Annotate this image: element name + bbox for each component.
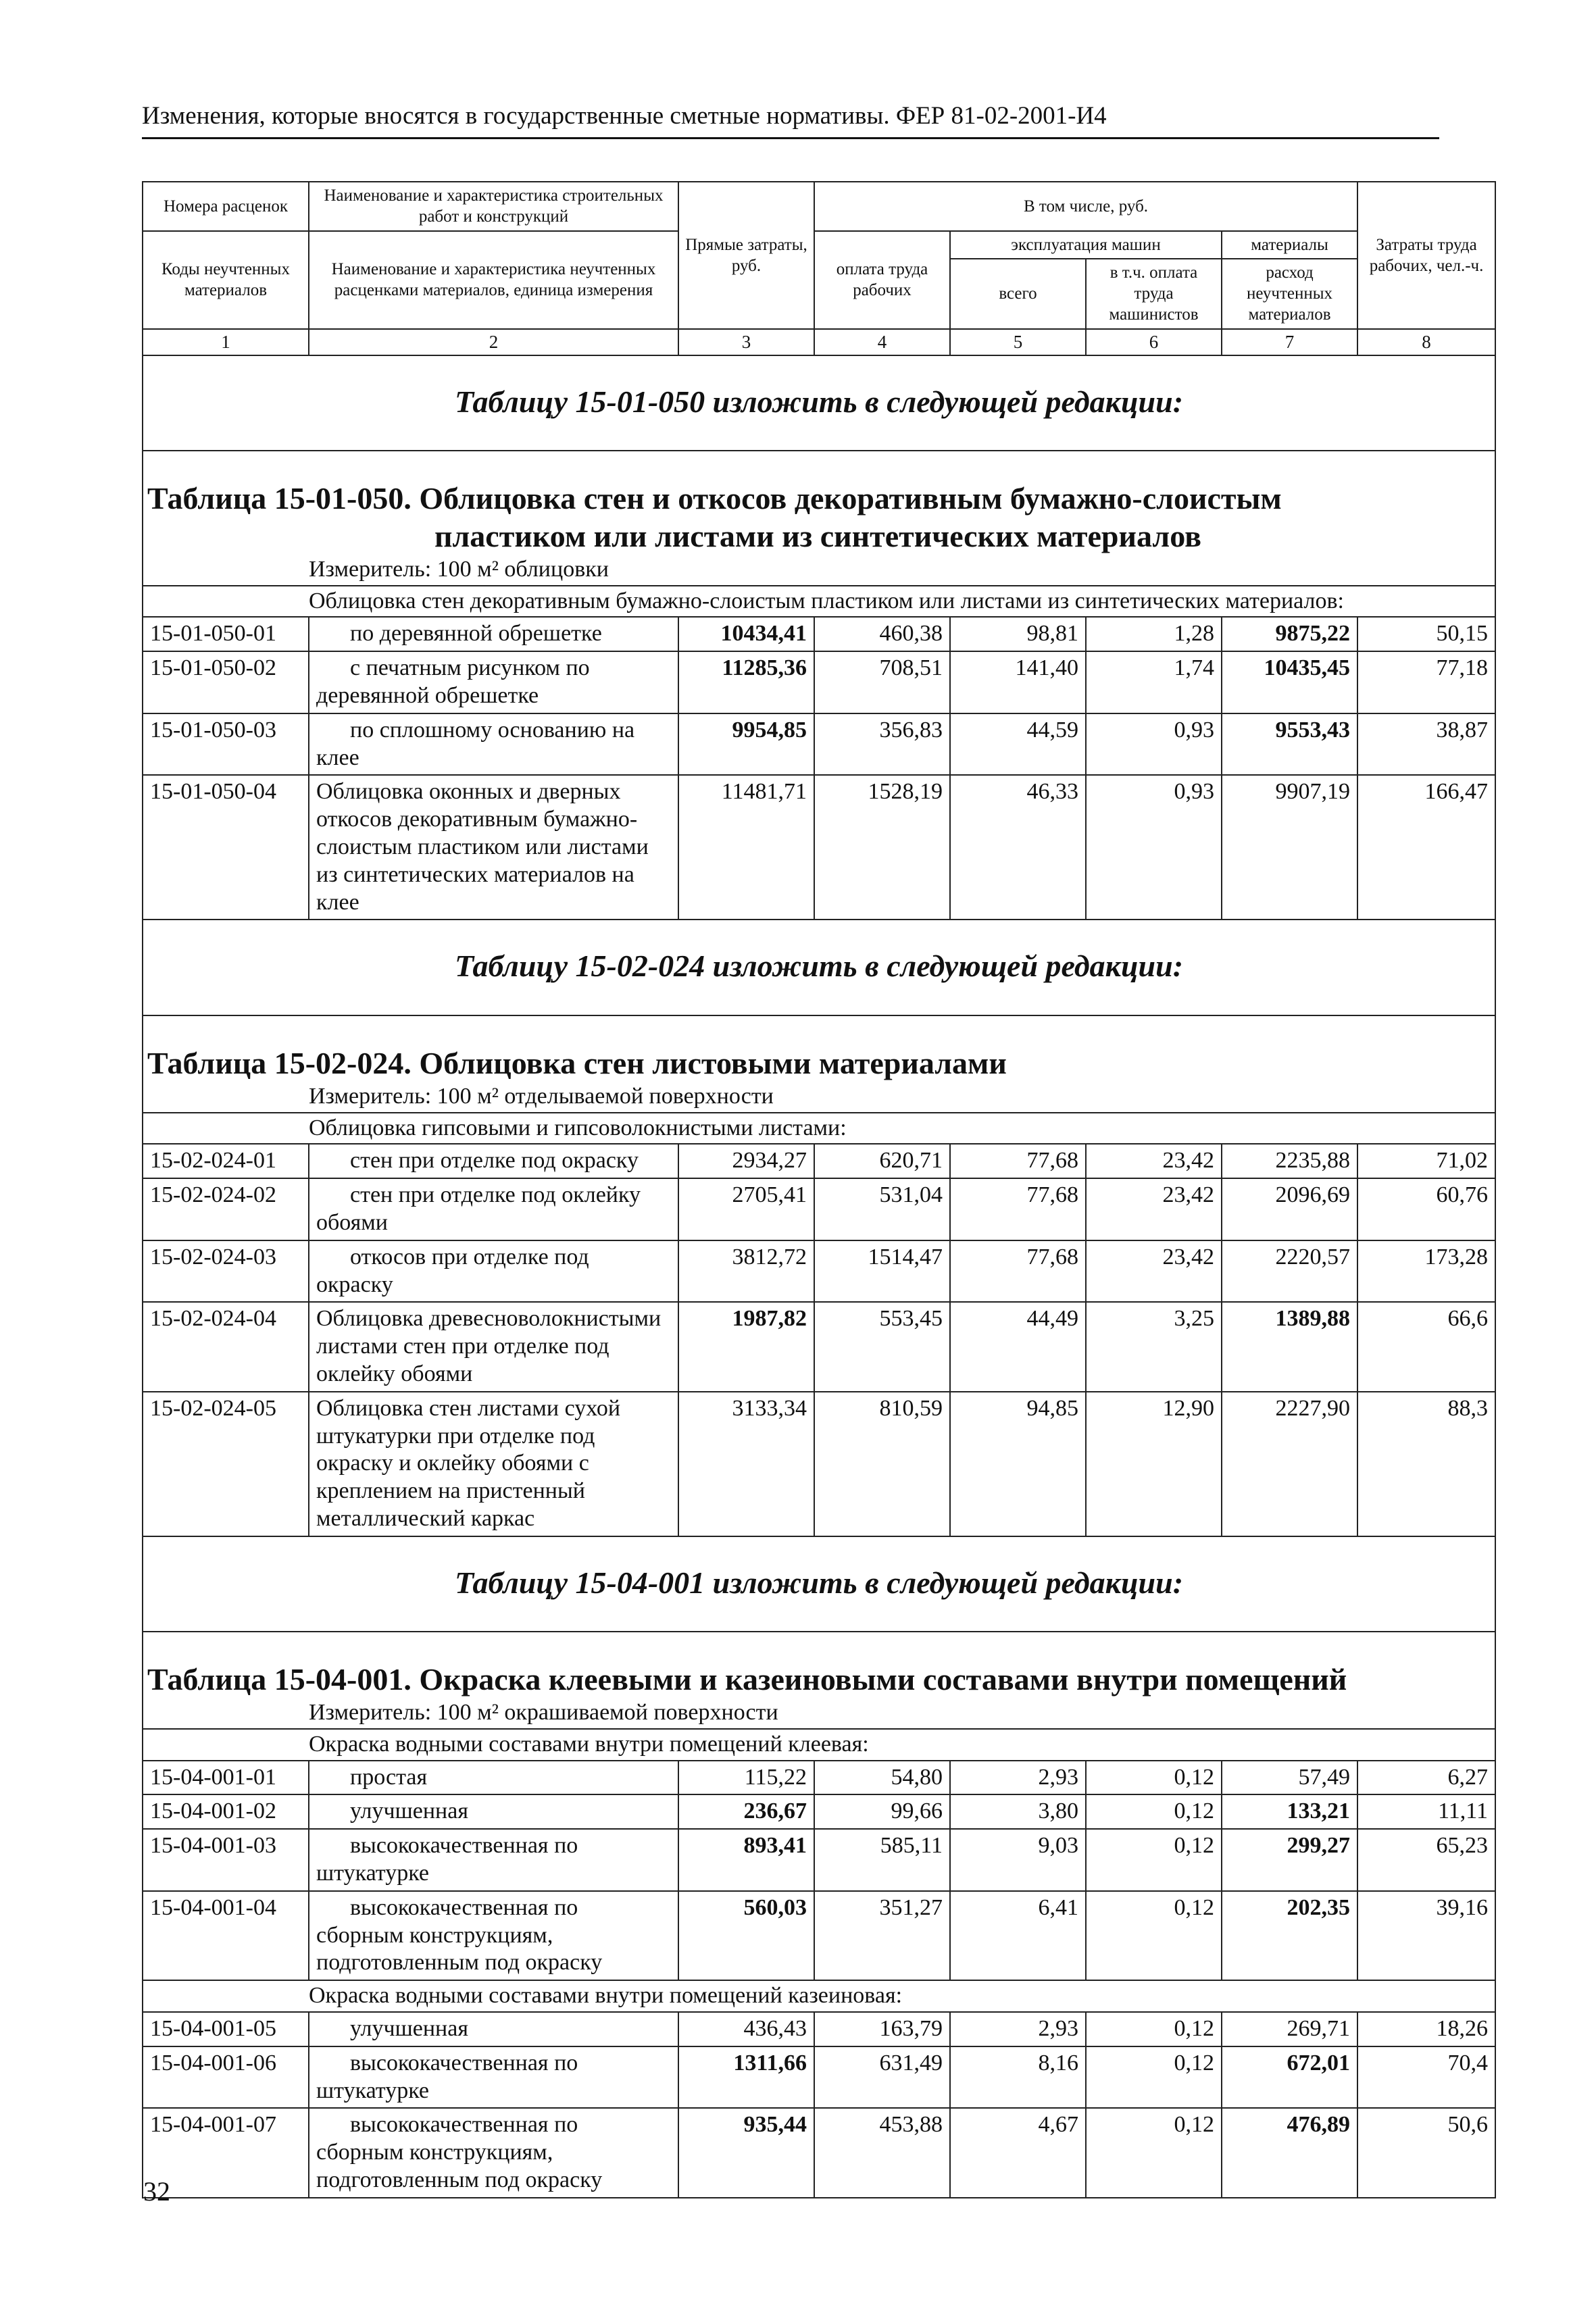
work-name-text: высококачественная по сборным конструкциям, подготовленным под окраску bbox=[316, 1894, 603, 1976]
column-number: 8 bbox=[1357, 329, 1495, 356]
value-labor: 70,4 bbox=[1357, 2046, 1495, 2109]
value-labor: 6,27 bbox=[1357, 1761, 1495, 1795]
work-name bbox=[309, 1794, 678, 1829]
value-mach: 4,67 bbox=[950, 2108, 1086, 2197]
value-mat: 202,35 bbox=[1222, 1891, 1357, 1980]
value-mat: 133,21 bbox=[1222, 1794, 1357, 1829]
value-wages: 810,59 bbox=[814, 1392, 950, 1536]
value-wages: 460,38 bbox=[814, 617, 950, 651]
rate-code: 15-01-050-03 bbox=[143, 713, 309, 776]
work-name-text: высококачественная по сборным конструкциям, подготовленным под окраску bbox=[316, 2112, 603, 2193]
header-codes-bottom: Коды неучтенных материалов bbox=[143, 231, 309, 329]
work-name-text: откосов при отделке под окраску bbox=[316, 1244, 589, 1297]
group-heading: Окраска водными составами внутри помещений клеевая: bbox=[143, 1729, 1495, 1761]
rate-code: 15-01-050-01 bbox=[143, 617, 309, 651]
header-machines-total: всего bbox=[950, 259, 1086, 329]
edit-note: Таблицу 15-02-024 изложить в следующей редакции: bbox=[143, 920, 1495, 1015]
header-names-bottom: Наименование и характеристика неучтенных расценками материалов, единица измерения bbox=[309, 231, 678, 329]
column-number: 7 bbox=[1222, 329, 1357, 356]
work-name bbox=[309, 775, 678, 920]
value-mach: 141,40 bbox=[950, 651, 1086, 713]
work-name-text: простая bbox=[350, 1764, 428, 1790]
value-wages: 531,04 bbox=[814, 1178, 950, 1240]
value-wages: 453,88 bbox=[814, 2108, 950, 2197]
header-labor: Затраты труда рабочих, чел.-ч. bbox=[1357, 182, 1495, 329]
value-mach: 6,41 bbox=[950, 1891, 1086, 1980]
header-codes-top: Номера расценок bbox=[143, 182, 309, 231]
measurement-unit: Измеритель: 100 м² отделываемой поверхности bbox=[143, 1082, 1495, 1113]
value-mat: 476,89 bbox=[1222, 2108, 1357, 2197]
value-labor: 77,18 bbox=[1357, 651, 1495, 713]
work-name bbox=[309, 2046, 678, 2109]
value-labor: 11,11 bbox=[1357, 1794, 1495, 1829]
value-labor: 38,87 bbox=[1357, 713, 1495, 776]
table-row bbox=[143, 2012, 1495, 2046]
value-wages: 585,11 bbox=[814, 1829, 950, 1891]
table-row bbox=[143, 1829, 1495, 1891]
value-direct: 1987,82 bbox=[678, 1302, 814, 1391]
value-wages: 553,45 bbox=[814, 1302, 950, 1391]
value-direct: 10434,41 bbox=[678, 617, 814, 651]
value-direct: 11481,71 bbox=[678, 775, 814, 920]
value-mat: 1389,88 bbox=[1222, 1302, 1357, 1391]
rate-code: 15-02-024-03 bbox=[143, 1240, 309, 1303]
table-title-row bbox=[143, 1015, 1495, 1082]
work-name bbox=[309, 1761, 678, 1795]
value-mach: 44,59 bbox=[950, 713, 1086, 776]
value-mach-wages: 12,90 bbox=[1086, 1392, 1222, 1536]
rate-code: 15-01-050-04 bbox=[143, 775, 309, 920]
value-wages: 631,49 bbox=[814, 2046, 950, 2109]
work-name bbox=[309, 1178, 678, 1240]
header-direct-costs: Прямые затраты, руб. bbox=[678, 182, 814, 329]
header-machines: эксплуатация машин bbox=[950, 231, 1222, 259]
table-row bbox=[143, 1891, 1495, 1980]
table-row bbox=[143, 1144, 1495, 1178]
work-name-text: высококачественная по штукатурке bbox=[316, 2050, 578, 2103]
value-direct: 11285,36 bbox=[678, 651, 814, 713]
table-title-line: Таблица 15-01-050. Облицовка стен и откосов декоративным бумажно-слоистым bbox=[147, 481, 1282, 516]
value-labor: 39,16 bbox=[1357, 1891, 1495, 1980]
meter-row bbox=[143, 555, 1495, 586]
table-body bbox=[143, 355, 1495, 2198]
value-mat: 9875,22 bbox=[1222, 617, 1357, 651]
value-labor: 173,28 bbox=[1357, 1240, 1495, 1303]
header-materials: материалы bbox=[1222, 231, 1357, 259]
work-name bbox=[309, 617, 678, 651]
column-number: 2 bbox=[309, 329, 678, 356]
header-materials-sub: расход неучтенных материалов bbox=[1222, 259, 1357, 329]
table-row bbox=[143, 651, 1495, 713]
value-mach-wages: 0,12 bbox=[1086, 1761, 1222, 1795]
group-heading: Облицовка стен декоративным бумажно-слоистым пластиком или листами из синтетических материалов: bbox=[143, 586, 1495, 618]
value-direct: 3133,34 bbox=[678, 1392, 814, 1536]
rate-code: 15-04-001-02 bbox=[143, 1794, 309, 1829]
table-title-row bbox=[143, 451, 1495, 554]
meter-row bbox=[143, 1698, 1495, 1729]
value-wages: 1514,47 bbox=[814, 1240, 950, 1303]
value-labor: 50,15 bbox=[1357, 617, 1495, 651]
value-mach-wages: 0,12 bbox=[1086, 1829, 1222, 1891]
value-direct: 236,67 bbox=[678, 1794, 814, 1829]
header-machines-wages: в т.ч. оплата труда машинистов bbox=[1086, 259, 1222, 329]
table-row bbox=[143, 1794, 1495, 1829]
value-labor: 60,76 bbox=[1357, 1178, 1495, 1240]
rate-code: 15-02-024-04 bbox=[143, 1302, 309, 1391]
column-numbers-row bbox=[143, 329, 1495, 356]
meter-row bbox=[143, 1082, 1495, 1113]
table-row bbox=[143, 713, 1495, 776]
value-mach: 77,68 bbox=[950, 1144, 1086, 1178]
edit-note-row bbox=[143, 1536, 1495, 1632]
work-name-text: стен при отделке под оклейку обоями bbox=[316, 1182, 641, 1235]
group-heading: Окраска водными составами внутри помещений казеиновая: bbox=[143, 1980, 1495, 2012]
work-name-text: Облицовка стен листами сухой штукатурки при отделке под окраску и оклейку обоями с креплением на пристенный металлический каркас bbox=[316, 1395, 621, 1531]
group-heading-row bbox=[143, 1729, 1495, 1761]
value-labor: 166,47 bbox=[1357, 775, 1495, 920]
work-name-text: стен при отделке под окраску bbox=[350, 1148, 639, 1174]
work-name bbox=[309, 1240, 678, 1303]
value-mach-wages: 23,42 bbox=[1086, 1144, 1222, 1178]
work-name-text: улучшенная bbox=[350, 1799, 468, 1824]
measurement-unit: Измеритель: 100 м² облицовки bbox=[143, 555, 1495, 586]
value-mat: 2235,88 bbox=[1222, 1144, 1357, 1178]
work-name bbox=[309, 1144, 678, 1178]
value-direct: 893,41 bbox=[678, 1829, 814, 1891]
value-mat: 299,27 bbox=[1222, 1829, 1357, 1891]
value-wages: 356,83 bbox=[814, 713, 950, 776]
value-labor: 18,26 bbox=[1357, 2012, 1495, 2046]
value-wages: 351,27 bbox=[814, 1891, 950, 1980]
measurement-unit: Измеритель: 100 м² окрашиваемой поверхности bbox=[143, 1698, 1495, 1729]
rate-code: 15-04-001-03 bbox=[143, 1829, 309, 1891]
edit-note: Таблицу 15-01-050 изложить в следующей редакции: bbox=[143, 355, 1495, 451]
table-row bbox=[143, 1392, 1495, 1536]
value-mach: 77,68 bbox=[950, 1178, 1086, 1240]
value-direct: 1311,66 bbox=[678, 2046, 814, 2109]
work-name-text: высококачественная по штукатурке bbox=[316, 1833, 578, 1886]
value-direct: 436,43 bbox=[678, 2012, 814, 2046]
table-row bbox=[143, 617, 1495, 651]
work-name-text: по сплошному основанию на клее bbox=[316, 717, 635, 770]
value-direct: 560,03 bbox=[678, 1891, 814, 1980]
value-mach-wages: 23,42 bbox=[1086, 1178, 1222, 1240]
work-name-text: Облицовка древесноволокнистыми листами стен при отделке под оклейку обоями bbox=[316, 1306, 662, 1386]
value-mat: 10435,45 bbox=[1222, 651, 1357, 713]
value-direct: 2934,27 bbox=[678, 1144, 814, 1178]
value-wages: 620,71 bbox=[814, 1144, 950, 1178]
value-direct: 935,44 bbox=[678, 2108, 814, 2197]
value-mach-wages: 1,74 bbox=[1086, 651, 1222, 713]
value-wages: 163,79 bbox=[814, 2012, 950, 2046]
table-row bbox=[143, 1302, 1495, 1391]
value-mach: 46,33 bbox=[950, 775, 1086, 920]
work-name bbox=[309, 2108, 678, 2197]
value-mach-wages: 0,12 bbox=[1086, 1891, 1222, 1980]
work-name-text: Облицовка оконных и дверных откосов декоративным бумажно-слоистым пластиком или листами из синтетических материалов на клее bbox=[316, 779, 649, 915]
value-mach-wages: 0,93 bbox=[1086, 775, 1222, 920]
value-mach-wages: 0,12 bbox=[1086, 2046, 1222, 2109]
rate-code: 15-04-001-04 bbox=[143, 1891, 309, 1980]
value-labor: 88,3 bbox=[1357, 1392, 1495, 1536]
table-header bbox=[143, 182, 1495, 355]
value-mach: 98,81 bbox=[950, 617, 1086, 651]
value-mat: 9907,19 bbox=[1222, 775, 1357, 920]
edit-note-row bbox=[143, 920, 1495, 1015]
value-wages: 708,51 bbox=[814, 651, 950, 713]
value-direct: 2705,41 bbox=[678, 1178, 814, 1240]
table-title-line: пластиком или листами из синтетических материалов bbox=[434, 518, 1201, 553]
header-wages: оплата труда рабочих bbox=[814, 231, 950, 329]
rate-code: 15-02-024-05 bbox=[143, 1392, 309, 1536]
value-mach: 3,80 bbox=[950, 1794, 1086, 1829]
value-mach-wages: 3,25 bbox=[1086, 1302, 1222, 1391]
column-number: 3 bbox=[678, 329, 814, 356]
table-title bbox=[143, 451, 1495, 554]
table-title-line: Таблица 15-04-001. Окраска клеевыми и казеиновыми составами внутри помещений bbox=[147, 1661, 1347, 1696]
work-name bbox=[309, 1891, 678, 1980]
value-mach: 2,93 bbox=[950, 1761, 1086, 1795]
page-number: 32 bbox=[143, 2176, 170, 2207]
value-mach: 9,03 bbox=[950, 1829, 1086, 1891]
edit-note: Таблицу 15-04-001 изложить в следующей редакции: bbox=[143, 1536, 1495, 1632]
value-mat: 672,01 bbox=[1222, 2046, 1357, 2109]
value-mach: 77,68 bbox=[950, 1240, 1086, 1303]
value-direct: 3812,72 bbox=[678, 1240, 814, 1303]
value-mach-wages: 0,12 bbox=[1086, 2012, 1222, 2046]
value-mach: 2,93 bbox=[950, 2012, 1086, 2046]
table-title-line: Таблица 15-02-024. Облицовка стен листовыми материалами bbox=[147, 1045, 1007, 1080]
work-name bbox=[309, 1829, 678, 1891]
value-mach-wages: 0,93 bbox=[1086, 713, 1222, 776]
work-name bbox=[309, 1392, 678, 1536]
table-row bbox=[143, 1761, 1495, 1795]
value-wages: 1528,19 bbox=[814, 775, 950, 920]
rate-code: 15-02-024-02 bbox=[143, 1178, 309, 1240]
value-mat: 9553,43 bbox=[1222, 713, 1357, 776]
value-mat: 2096,69 bbox=[1222, 1178, 1357, 1240]
work-name bbox=[309, 2012, 678, 2046]
column-number: 1 bbox=[143, 329, 309, 356]
table-title-row bbox=[143, 1632, 1495, 1698]
header-names-top: Наименование и характеристика строительных работ и конструкций bbox=[309, 182, 678, 231]
rate-code: 15-01-050-02 bbox=[143, 651, 309, 713]
value-mach: 94,85 bbox=[950, 1392, 1086, 1536]
rate-code: 15-04-001-06 bbox=[143, 2046, 309, 2109]
rate-code: 15-02-024-01 bbox=[143, 1144, 309, 1178]
value-direct: 9954,85 bbox=[678, 713, 814, 776]
value-labor: 71,02 bbox=[1357, 1144, 1495, 1178]
group-heading-row bbox=[143, 586, 1495, 618]
group-heading-row bbox=[143, 1980, 1495, 2012]
group-heading: Облицовка гипсовыми и гипсоволокнистыми листами: bbox=[143, 1113, 1495, 1145]
rate-code: 15-04-001-07 bbox=[143, 2108, 309, 2197]
value-labor: 65,23 bbox=[1357, 1829, 1495, 1891]
table-row bbox=[143, 1240, 1495, 1303]
value-mach: 8,16 bbox=[950, 2046, 1086, 2109]
value-mach-wages: 23,42 bbox=[1086, 1240, 1222, 1303]
edit-note-row bbox=[143, 355, 1495, 451]
value-mach: 44,49 bbox=[950, 1302, 1086, 1391]
rates-table bbox=[142, 181, 1496, 2198]
rate-code: 15-04-001-01 bbox=[143, 1761, 309, 1795]
value-mach-wages: 0,12 bbox=[1086, 1794, 1222, 1829]
column-number: 5 bbox=[950, 329, 1086, 356]
value-labor: 50,6 bbox=[1357, 2108, 1495, 2197]
value-direct: 115,22 bbox=[678, 1761, 814, 1795]
work-name-text: по деревянной обрешетке bbox=[350, 621, 602, 647]
value-mat: 269,71 bbox=[1222, 2012, 1357, 2046]
header-including: В том числе, руб. bbox=[814, 182, 1357, 231]
table-row bbox=[143, 2108, 1495, 2197]
group-heading-row bbox=[143, 1113, 1495, 1145]
running-header: Изменения, которые вносятся в государственные сметные нормативы. ФЕР 81-02-2001-И4 bbox=[142, 101, 1439, 139]
table-row bbox=[143, 775, 1495, 920]
value-mach-wages: 1,28 bbox=[1086, 617, 1222, 651]
work-name bbox=[309, 713, 678, 776]
rate-code: 15-04-001-05 bbox=[143, 2012, 309, 2046]
value-labor: 66,6 bbox=[1357, 1302, 1495, 1391]
work-name bbox=[309, 651, 678, 713]
column-number: 4 bbox=[814, 329, 950, 356]
table-row bbox=[143, 1178, 1495, 1240]
column-number: 6 bbox=[1086, 329, 1222, 356]
value-mat: 57,49 bbox=[1222, 1761, 1357, 1795]
value-mat: 2227,90 bbox=[1222, 1392, 1357, 1536]
work-name-text: с печатным рисунком по деревянной обрешетке bbox=[316, 655, 590, 708]
value-wages: 99,66 bbox=[814, 1794, 950, 1829]
table-row bbox=[143, 2046, 1495, 2109]
value-mat: 2220,57 bbox=[1222, 1240, 1357, 1303]
table-title bbox=[143, 1015, 1495, 1082]
value-mach-wages: 0,12 bbox=[1086, 2108, 1222, 2197]
work-name-text: улучшенная bbox=[350, 2016, 468, 2042]
work-name bbox=[309, 1302, 678, 1391]
value-wages: 54,80 bbox=[814, 1761, 950, 1795]
table-title bbox=[143, 1632, 1495, 1698]
